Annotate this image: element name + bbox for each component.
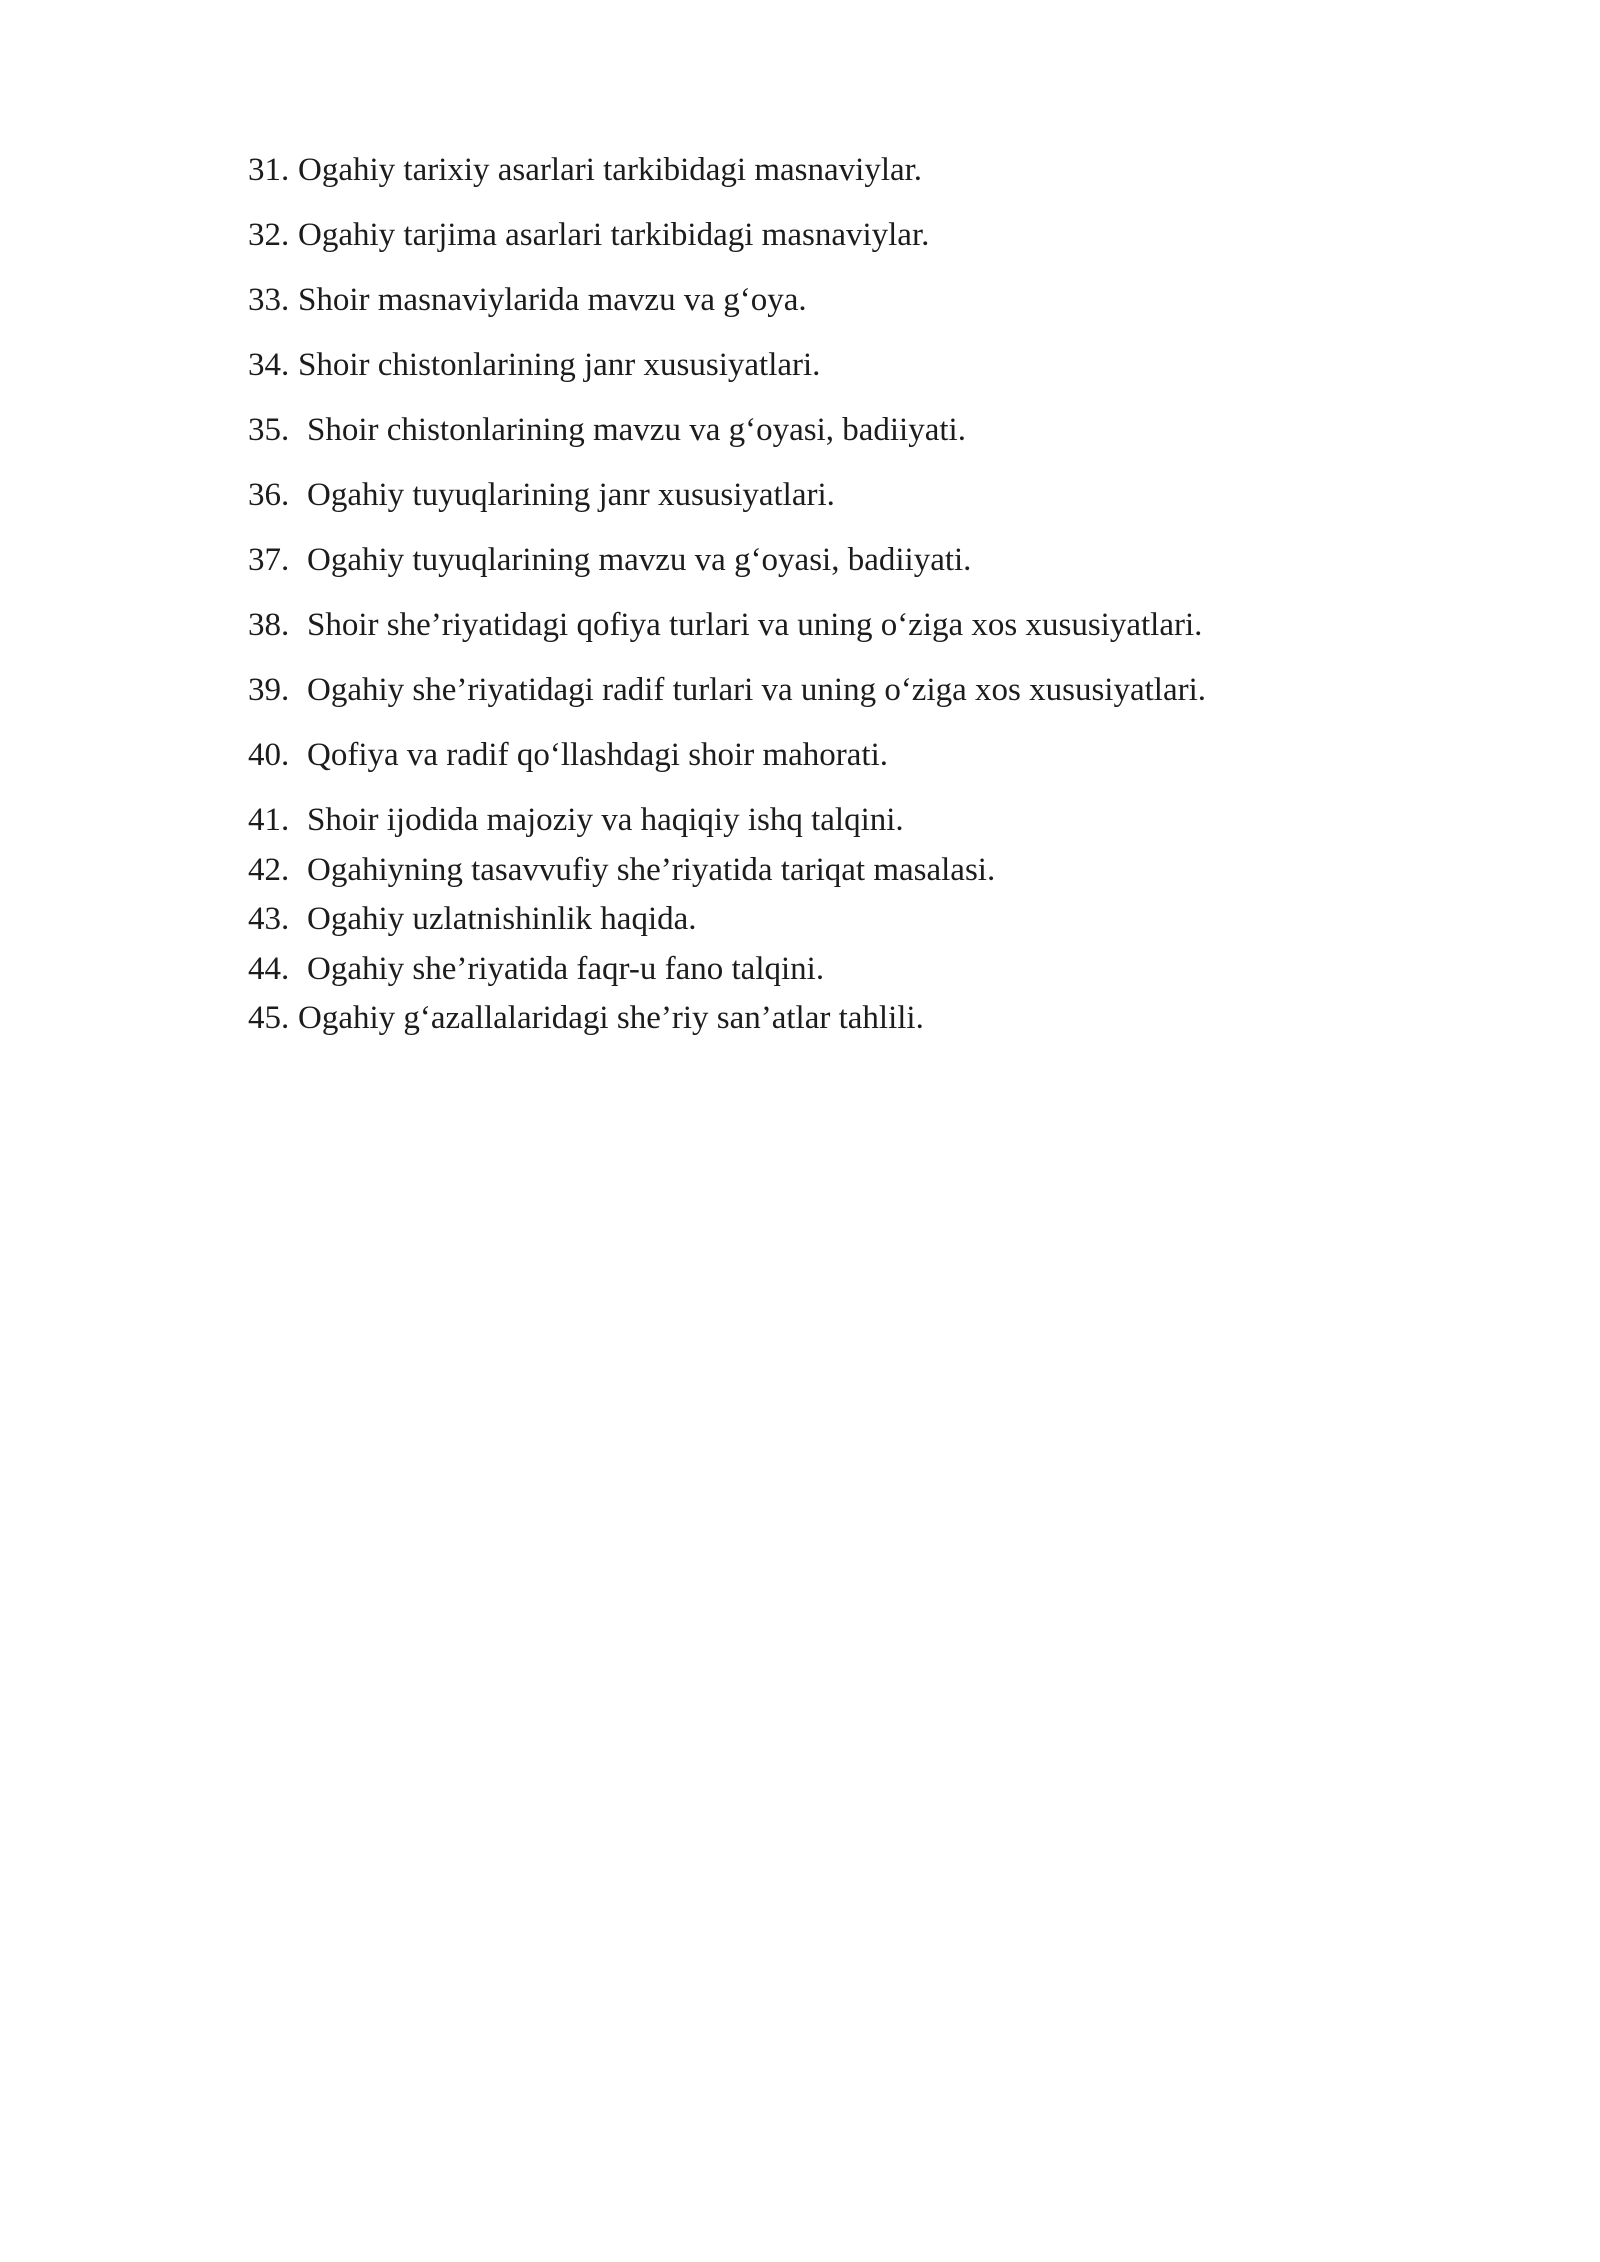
item-number: 34.: [248, 347, 290, 383]
list-item: [248, 998, 1448, 1048]
list-item: [248, 899, 1448, 949]
item-text: Shoir chistonlarining mavzu va g‘oyasi, badiiyati.: [307, 412, 966, 448]
topic-list: [248, 150, 1448, 1048]
item-text: Qofiya va radif qo‘llashdagi shoir mahorati.: [307, 737, 888, 773]
item-number: 31.: [248, 152, 290, 188]
item-number: 33.: [248, 282, 290, 318]
list-item: [248, 215, 1448, 280]
item-number: 39.: [248, 672, 290, 708]
list-item: [248, 280, 1448, 345]
item-text: Ogahiy tuyuqlarining janr xususiyatlari.: [307, 477, 835, 513]
item-text: Shoir ijodida majoziy va haqiqiy ishq talqini.: [307, 802, 904, 838]
item-number: 32.: [248, 217, 290, 253]
list-item: [248, 540, 1448, 605]
item-number: 40.: [248, 737, 290, 773]
item-text: Shoir chistonlarining janr xususiyatlari.: [298, 347, 821, 383]
list-item: [248, 605, 1448, 670]
item-number: 41.: [248, 802, 290, 838]
item-text: Ogahiy tuyuqlarining mavzu va g‘oyasi, badiiyati.: [307, 542, 972, 578]
item-text: Ogahiyning tasavvufiy she’riyatida tariqat masalasi.: [307, 851, 996, 888]
item-number: 36.: [248, 477, 290, 513]
list-item: [248, 800, 1448, 850]
item-text: Shoir she’riyatidagi qofiya turlari va uning o‘ziga xos xususiyatlari.: [307, 607, 1203, 643]
item-number: 42.: [248, 851, 290, 888]
item-text: Ogahiy she’riyatida faqr-u fano talqini.: [307, 950, 825, 987]
item-text: Ogahiy tarixiy asarlari tarkibidagi masnaviylar.: [298, 152, 923, 188]
list-item: [248, 735, 1448, 800]
item-text: Ogahiy uzlatnishinlik haqida.: [307, 901, 697, 937]
item-text: Ogahiy tarjima asarlari tarkibidagi masnaviylar.: [298, 217, 930, 253]
item-number: 35.: [248, 412, 290, 448]
item-number: 45.: [248, 1000, 290, 1036]
list-item: [248, 670, 1448, 735]
item-text: Shoir masnaviylarida mavzu va g‘oya.: [298, 282, 807, 318]
item-number: 44.: [248, 950, 290, 987]
item-text: Ogahiy g‘azallalaridagi she’riy san’atlar tahlili.: [298, 1000, 924, 1036]
list-item: [248, 475, 1448, 540]
list-item: [248, 850, 1448, 900]
item-number: 37.: [248, 542, 290, 578]
list-item: [248, 345, 1448, 410]
item-number: 43.: [248, 901, 290, 937]
list-item: [248, 410, 1448, 475]
item-text: Ogahiy she’riyatidagi radif turlari va uning o‘ziga xos xususiyatlari.: [307, 672, 1207, 708]
list-item: [248, 150, 1448, 215]
list-item: [248, 949, 1448, 999]
item-number: 38.: [248, 607, 290, 643]
